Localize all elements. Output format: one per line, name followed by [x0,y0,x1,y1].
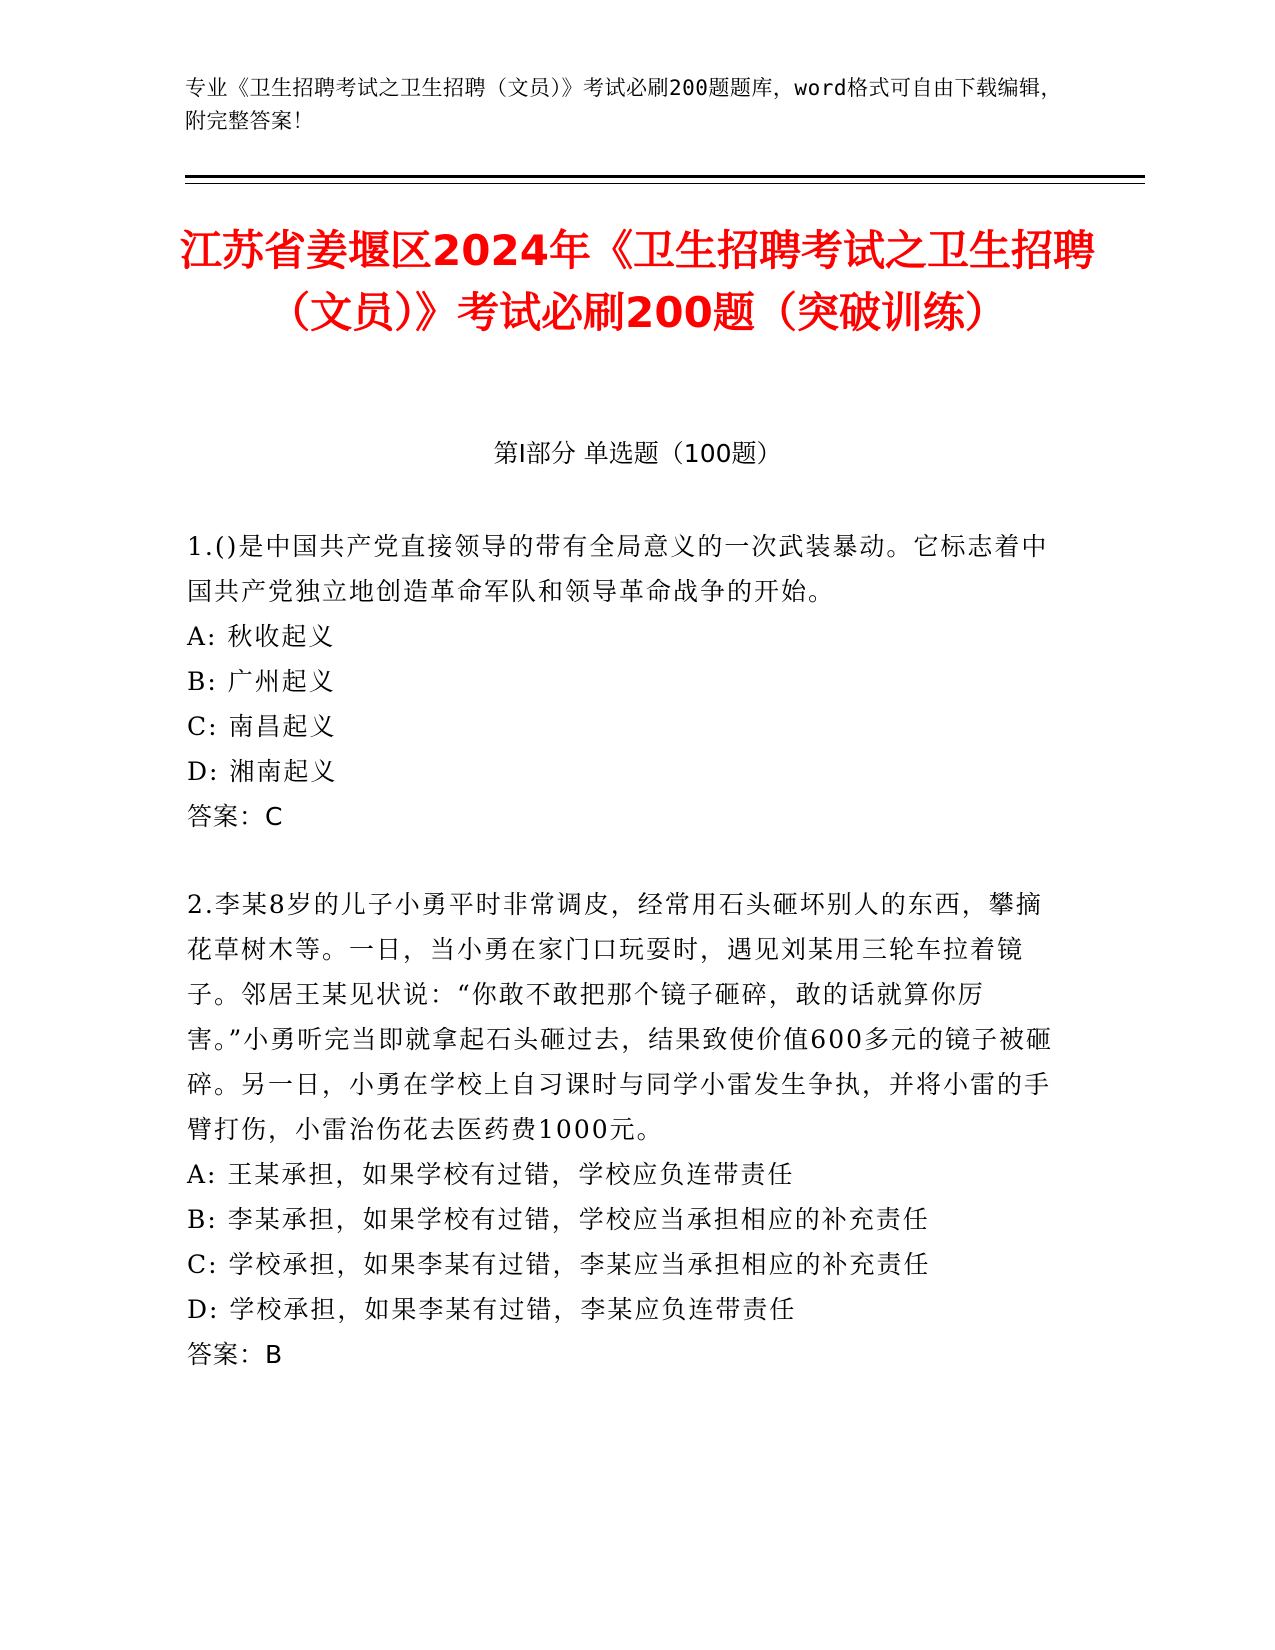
option-b: B: 李某承担，如果学校有过错，学校应当承担相应的补充责任 [187,1205,930,1234]
document-title: 江苏省姜堰区2024年《卫生招聘考试之卫生招聘（文员）》考试必刷200题（突破训练） [180,226,1095,337]
answer: 答案：C [187,802,284,831]
option-c: C: 学校承担，如果李某有过错，李某应当承担相应的补充责任 [187,1250,931,1279]
header-rule-thin [185,183,1145,184]
option-a: A: 秋收起义 [187,622,336,651]
option-b: B: 广州起义 [187,667,336,696]
header-rule-thick [185,175,1145,178]
option-d: D: 湘南起义 [187,757,338,786]
header-note: 专业《卫生招聘考试之卫生招聘（文员）》考试必刷200题题库，word格式可自由下载编辑，附完整答案！ [185,76,1062,133]
answer: 答案：B [187,1340,284,1369]
option-a: A: 王某承担，如果学校有过错，学校应负连带责任 [187,1160,795,1189]
question-2 [187,882,1062,1377]
question-stem: 1.()是中国共产党直接领导的带有全局意义的一次武装暴动。它标志着中国共产党独立地创造革命军队和领导革命战争的开始。 [187,532,1049,606]
question-stem: 2.李某8岁的儿子小勇平时非常调皮，经常用石头砸坏别人的东西，攀摘花草树木等。一日，当小勇在家门口玩耍时，遇见刘某用三轮车拉着镜子。邻居王某见状说：“你敢不敢把那个镜子砸碎，敢的话就算你厉害。”小勇听完当即就拿起石头砸过去，结果致使价值600多元的镜子被砸碎。另一日，小勇在学校上自习课时与同学小雷发生争执，并将小雷的手臂打伤，小雷治伤花去医药费1000元。 [187,890,1054,1144]
section-title: 第I部分 单选题（100题） [493,439,782,468]
option-c: C: 南昌起义 [187,712,337,741]
question-1 [187,524,1062,839]
option-d: D: 学校承担，如果李某有过错，李某应负连带责任 [187,1295,797,1324]
